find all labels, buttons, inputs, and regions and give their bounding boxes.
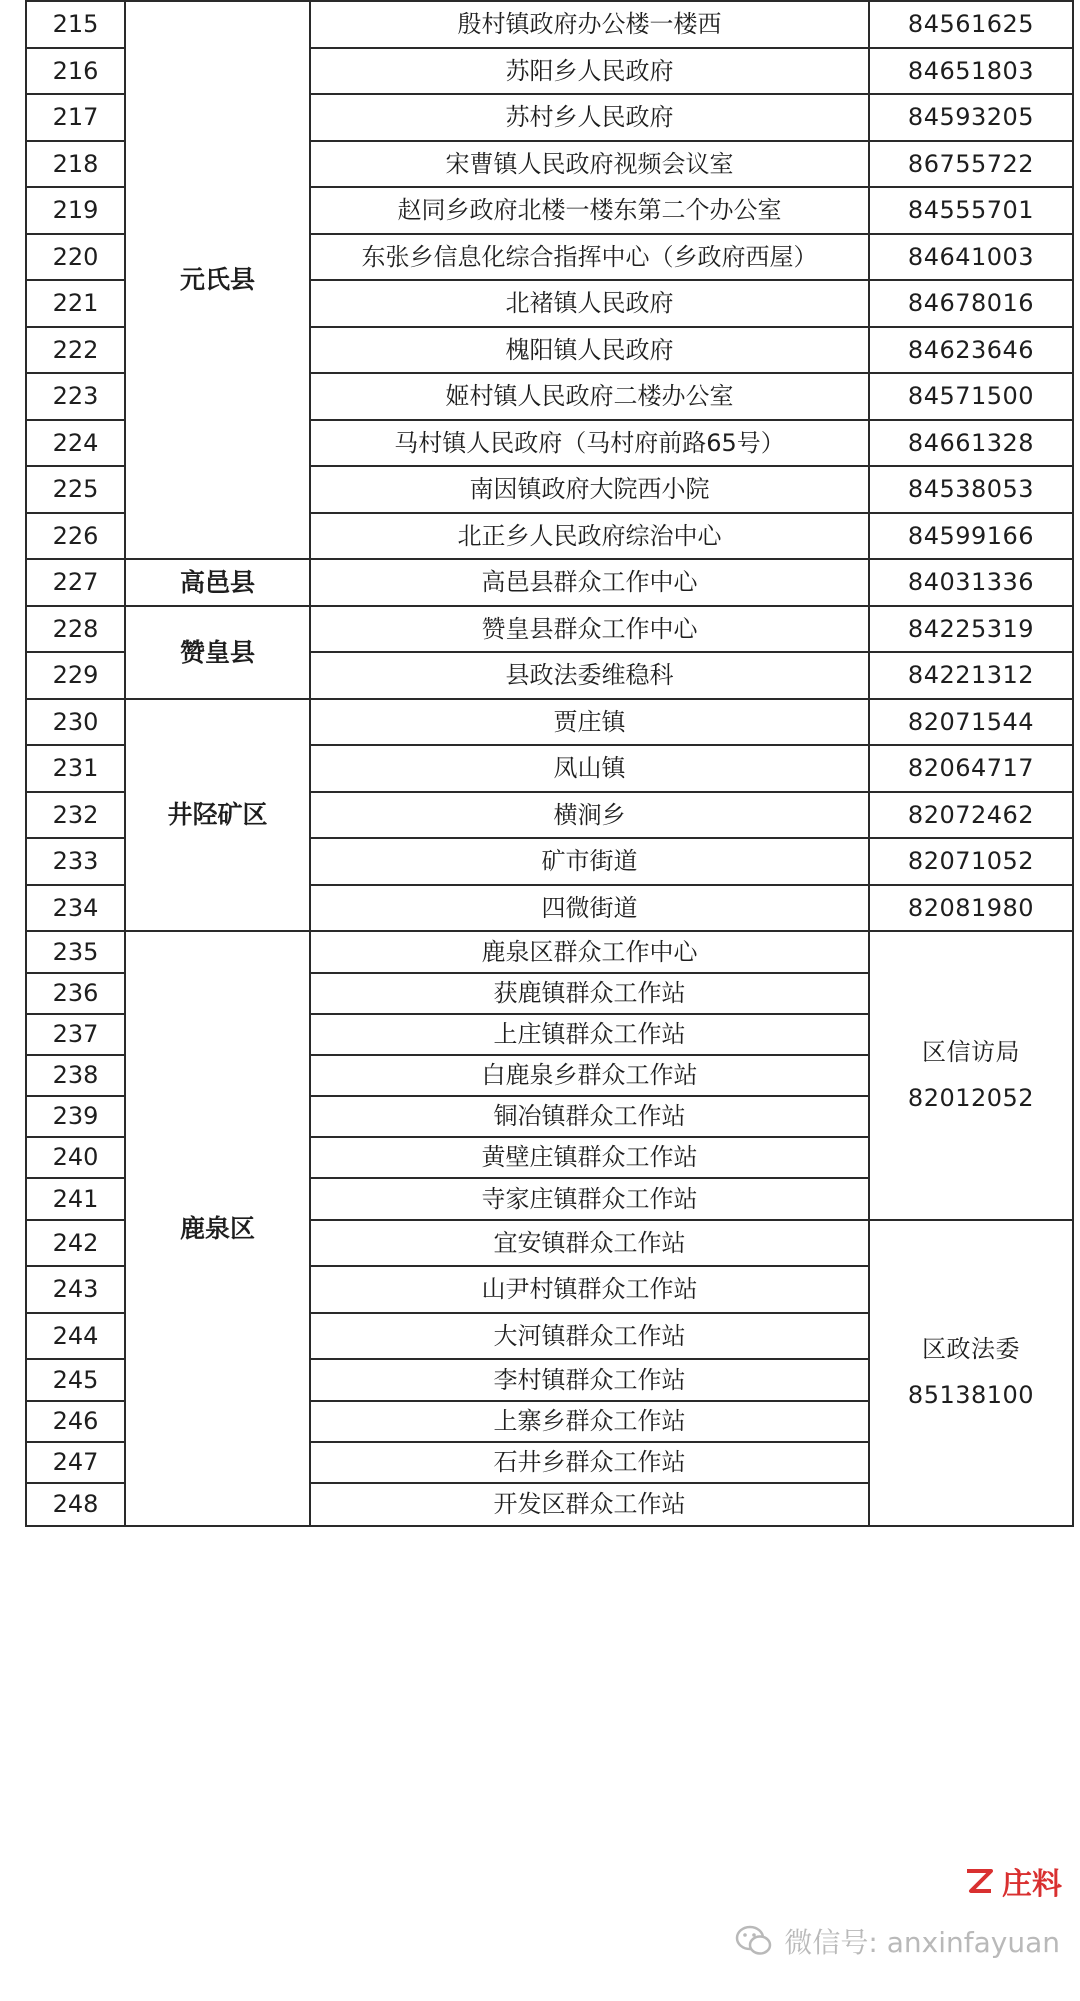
row-number: 246	[26, 1401, 125, 1442]
row-number: 245	[26, 1359, 125, 1401]
location-cell: 北正乡人民政府综治中心	[310, 513, 869, 559]
area-cell: 赞皇县	[125, 606, 310, 699]
location-cell: 李村镇群众工作站	[310, 1359, 869, 1401]
contact-office-name: 区信访局	[922, 1037, 1020, 1066]
location-cell: 北褚镇人民政府	[310, 280, 869, 327]
wechat-id-text: 微信号: anxinfayuan	[784, 1926, 1060, 1959]
phone-cell: 84651803	[869, 48, 1073, 94]
phone-cell: 84593205	[869, 94, 1073, 141]
location-cell: 高邑县群众工作中心	[310, 559, 869, 606]
location-cell: 山尹村镇群众工作站	[310, 1266, 869, 1313]
brand-watermark	[962, 1859, 1062, 1903]
table-row	[26, 699, 1073, 745]
row-number: 243	[26, 1266, 125, 1313]
contact-office-name: 区政法委	[922, 1335, 1020, 1364]
location-cell: 姬村镇人民政府二楼办公室	[310, 373, 869, 420]
row-number: 220	[26, 234, 125, 280]
location-cell: 县政法委维稳科	[310, 652, 869, 699]
location-cell: 殷村镇政府办公楼一楼西	[310, 1, 869, 48]
phone-cell: 84661328	[869, 420, 1073, 466]
phone-cell: 84555701	[869, 187, 1073, 234]
location-cell: 赵同乡政府北楼一楼东第二个办公室	[310, 187, 869, 234]
area-cell: 元氏县	[125, 1, 310, 559]
table-row	[26, 1, 1073, 48]
contact-office-phone: 82012052	[907, 1083, 1035, 1112]
phone-cell: 82071544	[869, 699, 1073, 745]
row-number: 247	[26, 1442, 125, 1483]
row-number: 228	[26, 606, 125, 652]
phone-cell: 84538053	[869, 466, 1073, 513]
merged-contact-cell	[869, 931, 1073, 1220]
phone-cell: 84561625	[869, 1, 1073, 48]
z-logo-icon	[962, 1864, 996, 1898]
location-cell: 铜冶镇群众工作站	[310, 1096, 869, 1137]
row-number: 234	[26, 885, 125, 931]
location-cell: 上庄镇群众工作站	[310, 1014, 869, 1055]
row-number: 230	[26, 699, 125, 745]
area-cell: 鹿泉区	[125, 931, 310, 1526]
location-cell: 上寨乡群众工作站	[310, 1401, 869, 1442]
location-cell: 槐阳镇人民政府	[310, 327, 869, 373]
location-cell: 四微街道	[310, 885, 869, 931]
row-number: 215	[26, 1, 125, 48]
phone-cell: 82071052	[869, 838, 1073, 885]
wechat-watermark	[734, 1921, 1060, 1961]
location-cell: 开发区群众工作站	[310, 1483, 869, 1526]
location-cell: 黄壁庄镇群众工作站	[310, 1137, 869, 1178]
row-number: 231	[26, 745, 125, 792]
location-cell: 横涧乡	[310, 792, 869, 838]
row-number: 238	[26, 1055, 125, 1096]
location-cell: 石井乡群众工作站	[310, 1442, 869, 1483]
phone-cell: 82064717	[869, 745, 1073, 792]
phone-cell: 84571500	[869, 373, 1073, 420]
table-row	[26, 931, 1073, 973]
location-cell: 矿市街道	[310, 838, 869, 885]
phone-cell: 84225319	[869, 606, 1073, 652]
area-cell: 井陉矿区	[125, 699, 310, 931]
row-number: 239	[26, 1096, 125, 1137]
location-cell: 大河镇群众工作站	[310, 1313, 869, 1359]
row-number: 217	[26, 94, 125, 141]
row-number: 236	[26, 973, 125, 1014]
row-number: 223	[26, 373, 125, 420]
row-number: 227	[26, 559, 125, 606]
location-cell: 贾庄镇	[310, 699, 869, 745]
location-cell: 鹿泉区群众工作中心	[310, 931, 869, 973]
wechat-icon	[734, 1921, 774, 1961]
row-number: 224	[26, 420, 125, 466]
row-number: 241	[26, 1178, 125, 1220]
row-number: 233	[26, 838, 125, 885]
phone-cell: 82072462	[869, 792, 1073, 838]
location-cell: 南因镇政府大院西小院	[310, 466, 869, 513]
row-number: 232	[26, 792, 125, 838]
area-cell: 高邑县	[125, 559, 310, 606]
phone-cell: 84221312	[869, 652, 1073, 699]
contact-office-phone: 85138100	[907, 1381, 1035, 1409]
row-number: 242	[26, 1220, 125, 1266]
row-number: 225	[26, 466, 125, 513]
location-cell: 苏阳乡人民政府	[310, 48, 869, 94]
row-number: 237	[26, 1014, 125, 1055]
phone-cell: 84641003	[869, 234, 1073, 280]
row-number: 226	[26, 513, 125, 559]
brand-name: 庄料	[1002, 1867, 1062, 1902]
row-number: 244	[26, 1313, 125, 1359]
row-number: 216	[26, 48, 125, 94]
phone-cell: 84678016	[869, 280, 1073, 327]
location-cell: 凤山镇	[310, 745, 869, 792]
merged-contact-cell	[869, 1220, 1073, 1526]
location-cell: 白鹿泉乡群众工作站	[310, 1055, 869, 1096]
row-number: 235	[26, 931, 125, 973]
location-cell: 东张乡信息化综合指挥中心（乡政府西屋）	[310, 234, 869, 280]
location-cell: 宜安镇群众工作站	[310, 1220, 869, 1266]
location-cell: 赞皇县群众工作中心	[310, 606, 869, 652]
table-row	[26, 606, 1073, 652]
row-number: 222	[26, 327, 125, 373]
location-cell: 苏村乡人民政府	[310, 94, 869, 141]
phone-cell: 86755722	[869, 141, 1073, 187]
row-number: 229	[26, 652, 125, 699]
row-number: 218	[26, 141, 125, 187]
phone-cell: 84599166	[869, 513, 1073, 559]
row-number: 221	[26, 280, 125, 327]
location-cell: 宋曹镇人民政府视频会议室	[310, 141, 869, 187]
row-number: 248	[26, 1483, 125, 1526]
contact-table	[25, 0, 1074, 1527]
row-number: 240	[26, 1137, 125, 1178]
location-cell: 寺家庄镇群众工作站	[310, 1178, 869, 1220]
phone-cell: 84623646	[869, 327, 1073, 373]
phone-cell: 82081980	[869, 885, 1073, 931]
table-row	[26, 559, 1073, 606]
location-cell: 马村镇人民政府（马村府前路65号）	[310, 420, 869, 466]
row-number: 219	[26, 187, 125, 234]
phone-cell: 84031336	[869, 559, 1073, 606]
location-cell: 获鹿镇群众工作站	[310, 973, 869, 1014]
